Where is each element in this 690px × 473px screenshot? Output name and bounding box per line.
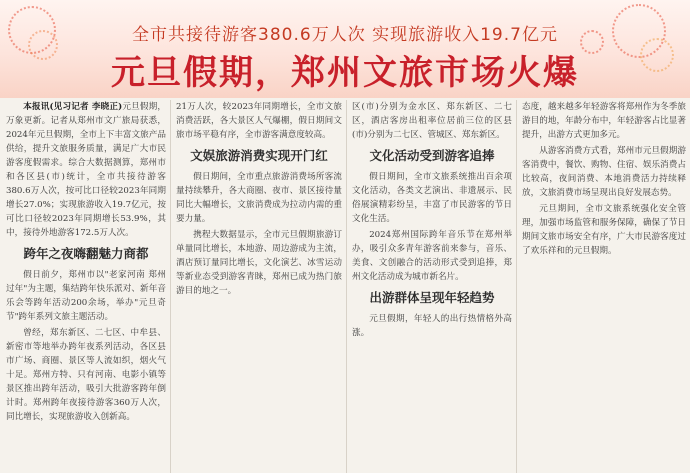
paragraph: 元旦期间，全市文旅系统强化安全管理，加强市场监管和服务保障，确保了节日期间文旅市场安全有序，广大市民游客度过了欢乐祥和的元旦假期。 [522,204,686,256]
paragraph: 元旦假期，年轻人的出行热情格外高涨。 [352,314,512,338]
article-body [6,100,690,473]
column-divider [516,100,517,473]
column-3 [352,100,512,473]
paragraph: 假日前夕，郑州市以"老家河南 郑州过年"为主题，集结跨年快乐派对、新年音乐会等跨年活动200余场，举办"元旦奇节"跨年系列文旅主题活动。 [6,270,166,322]
paragraph: 假日期间，全市重点旅游消费场所客流量持续攀升，各大商圈、夜市、景区接待量同比大幅增长，文旅消费成为拉动内需的重要力量。 [176,172,342,224]
paragraph: 从游客消费方式看，郑州市元旦假期游客消费中，餐饮、购物、住宿、娱乐消费占比较高，夜间消费、本地消费活力持续释放，文旅消费市场呈现出良好发展态势。 [522,146,686,198]
paragraph: 区(市)分别为金水区、郑东新区、二七区，酒店客房出租率位居前三位的区县(市)分别为二七区、管城区、郑东新区。 [352,102,512,140]
column-divider [170,100,171,473]
paragraph: 2024郑州国际跨年音乐节在郑州举办，吸引众多青年游客前来参与，音乐、美食、文创融合的活动形式受到追捧，郑州文化活动成为城市新名片。 [352,230,512,282]
paragraph: 携程大数据显示，全市元旦假期旅游订单量同比增长，本地游、周边游成为主流，酒店预订量同比增长，文化演艺、冰雪运动等新业态受到游客青睐，郑州已成为热门旅游目的地之一。 [176,230,342,296]
column-4 [522,100,686,473]
column-1 [6,100,166,473]
section-heading: 跨年之夜嗨翻魅力商都 [23,246,149,261]
section-heading: 文娱旅游消费实现开门红 [190,148,328,163]
byline: 本报讯(见习记者 李晓正) [23,102,123,112]
section-heading: 出游群体呈现年轻趋势 [369,290,495,305]
paragraph: 本报讯(见习记者 李晓正)元旦假期，万象更新。记者从郑州市文广旅局获悉，2024年元旦假期，全市上下丰富文旅产品供给，提升文旅服务质量，满足广大市民游客度假需求。综合大数据测算，郑州市和各区县(市)统计，全市共接待游客380.6万人次，按可比口径较2023年同期增长27.0%；实现旅游收入19.7亿元，按可比口径较2023年同期增长53.9%，其中，接待外地游客172.5万人次。 [6,102,166,238]
paragraph: 曾经，郑东新区、二七区、中牟县、新密市等地举办跨年夜系列活动，各区县市广场、商圈、景区等人流如织，烟火气十足。郑州方特、只有河南、电影小镇等景区推出跨年活动，吸引大批游客跨年倒计时。郑州跨年夜接待游客360万人次，同比增长，实现旅游收入创新高。 [6,328,166,422]
paragraph: 假日期间，全市文旅系统推出百余项文化活动，各类文艺演出、非遗展示、民俗展演精彩纷呈，丰富了市民游客的节日文化生活。 [352,172,512,224]
column-divider [346,100,347,473]
column-2 [176,100,342,473]
header-banner [0,0,690,98]
section-heading: 文化活动受到游客追捧 [369,148,495,163]
paragraph: 21万人次，较2023年同期增长，全市文旅消费活跃，各大景区人气爆棚，假日期间文旅市场平稳有序，全市游客满意度较高。 [176,102,342,140]
article-subtitle: 全市共接待游客380.6万人次 实现旅游收入19.7亿元 [132,25,558,45]
paragraph: 态度，越来越多年轻游客将郑州作为冬季旅游目的地，年龄分布中，年轻游客占比显著提升，出游方式更加多元。 [522,102,686,140]
article-title: 元旦假期，郑州文旅市场火爆 [111,53,579,93]
